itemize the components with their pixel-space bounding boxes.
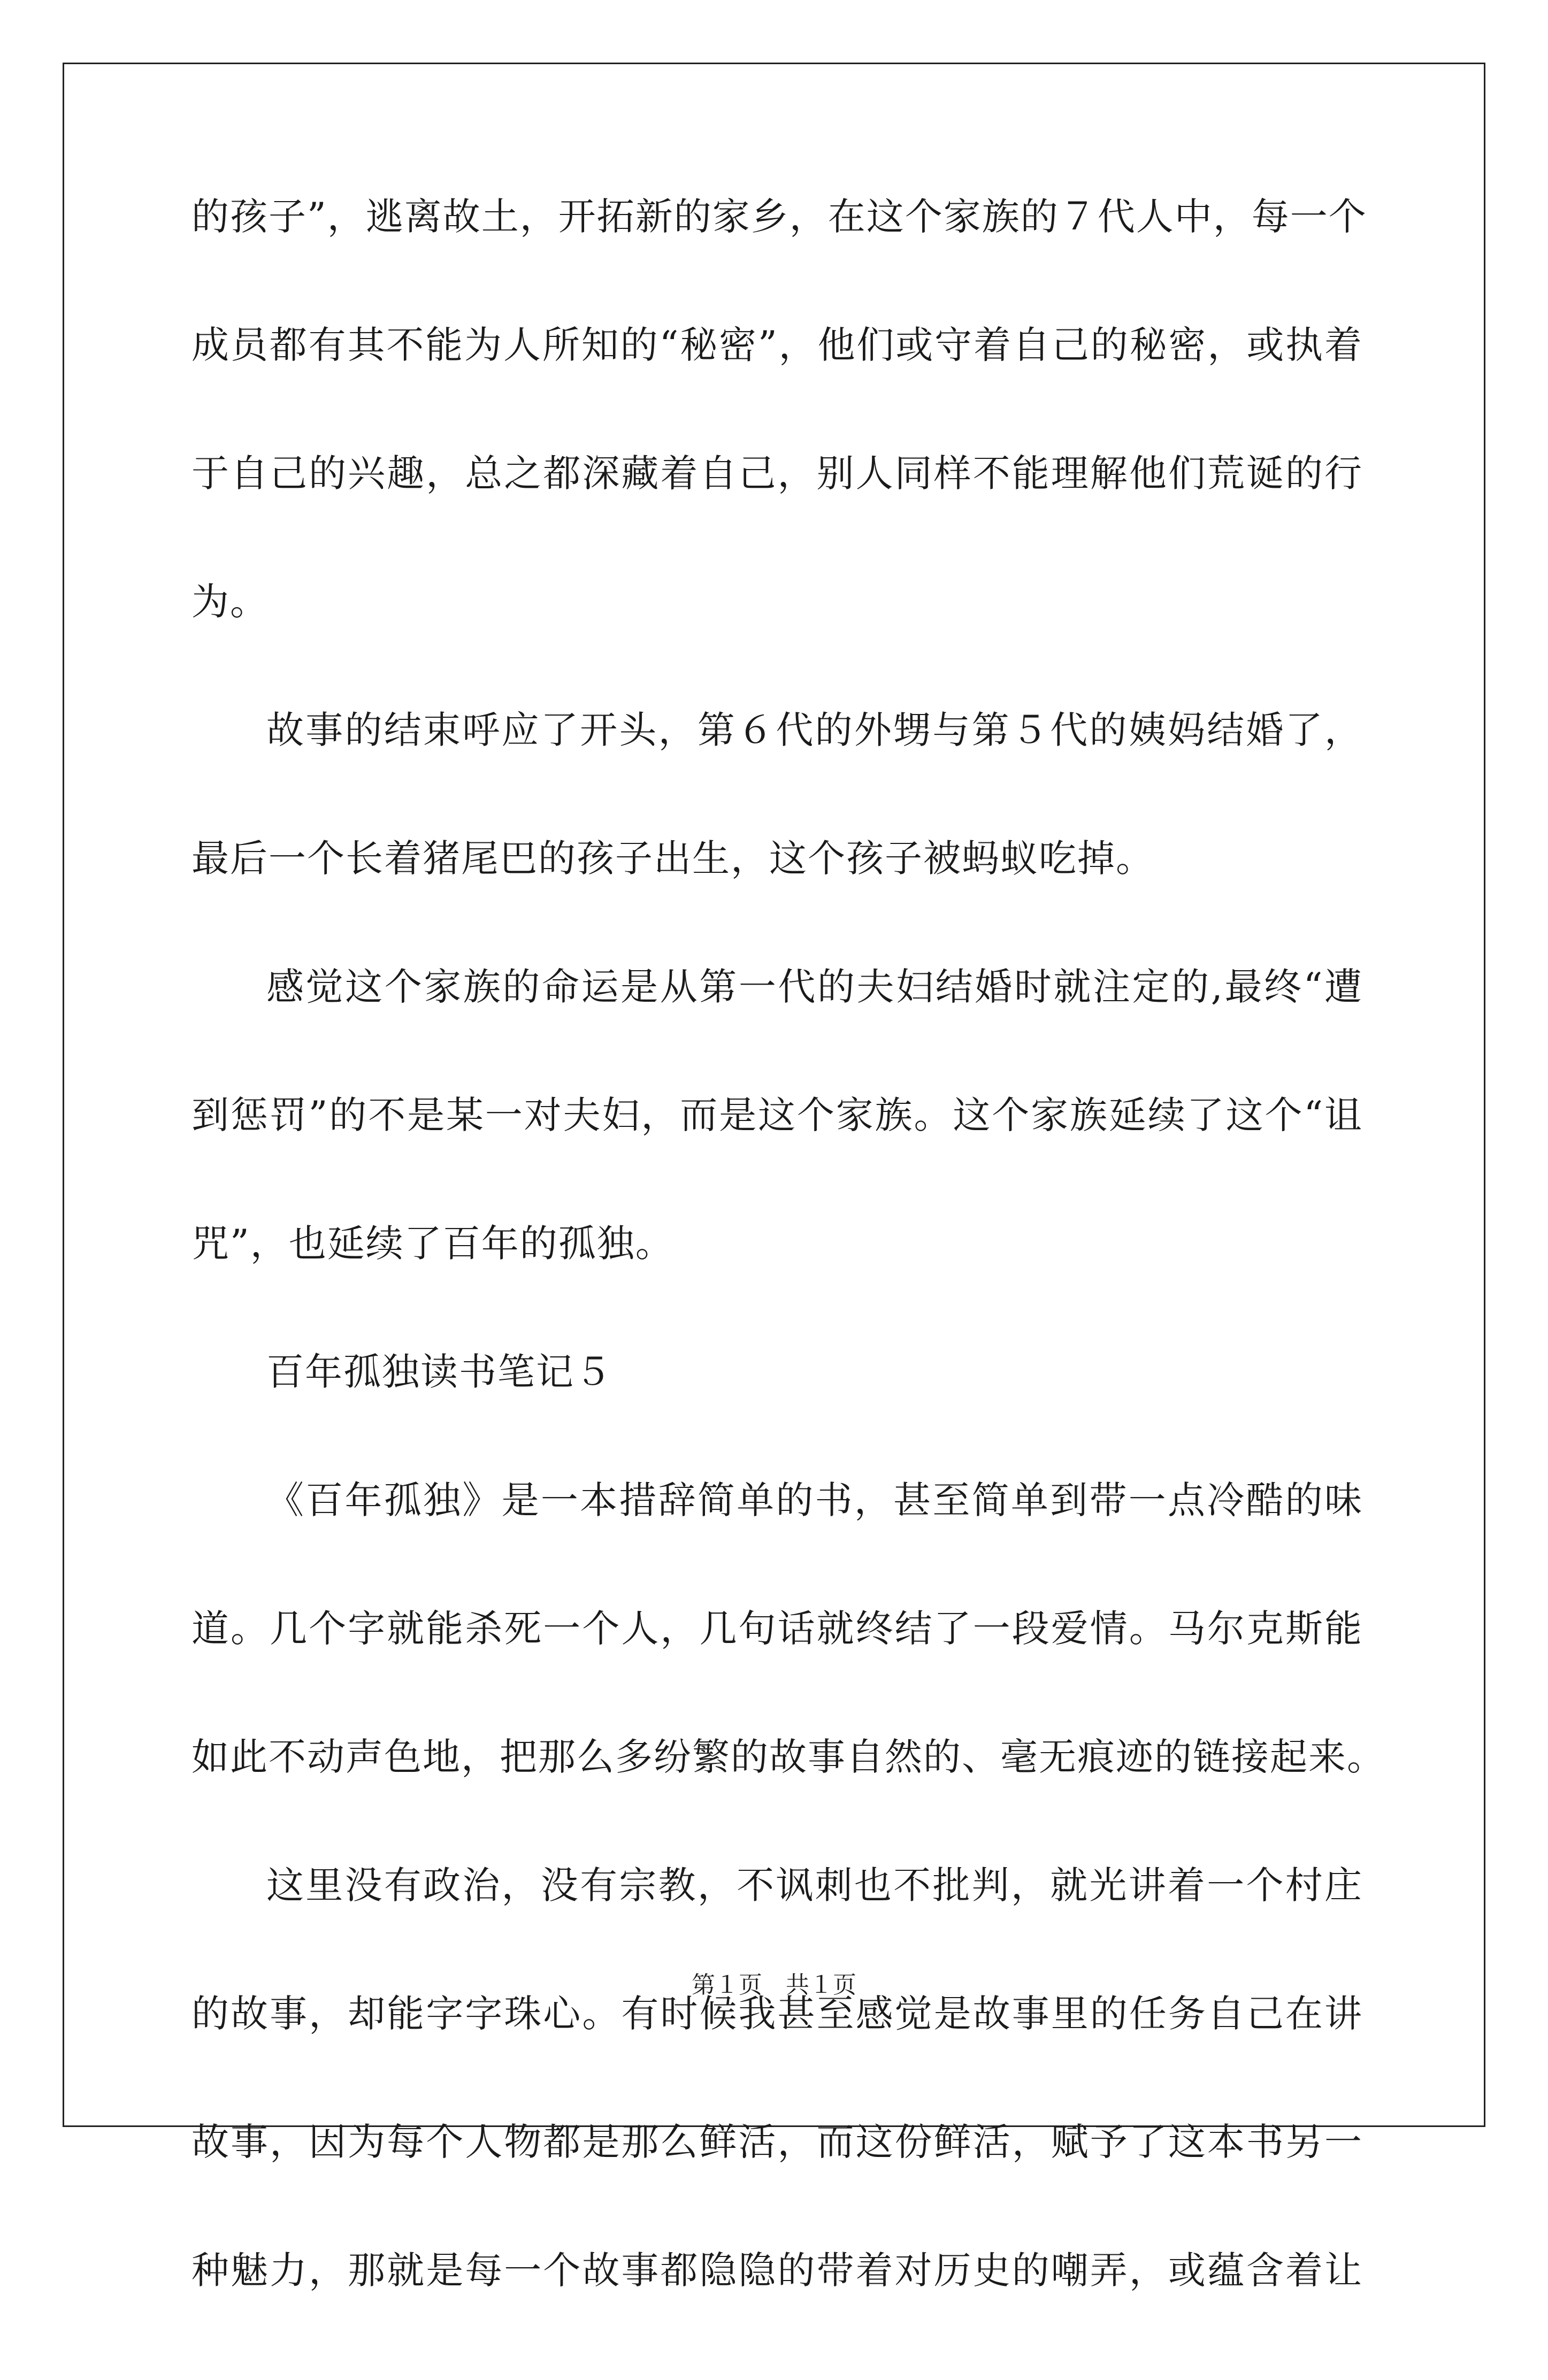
text-line: 道。几个字就能杀死一个人，几句话就终结了一段爱情。马尔克斯能 xyxy=(191,1607,1363,1650)
document-body xyxy=(191,195,1385,2380)
text-line: 《百年孤独》是一本措辞简单的书，甚至简单到带一点冷酷的味 xyxy=(266,1478,1363,1522)
text-line: 的孩子”，逃离故土，开拓新的家乡，在这个家族的７代人中，每一个 xyxy=(191,195,1367,239)
text-line: 百年孤独读书笔记５ xyxy=(266,1350,613,1394)
text-line: 故事的结束呼应了开头，第６代的外甥与第５代的姨妈结婚了， xyxy=(266,708,1363,752)
text-line: 到惩罚”的不是某一对夫妇，而是这个家族。这个家族延续了这个“诅 xyxy=(191,1093,1363,1137)
text-line: 感觉这个家族的命运是从第一代的夫妇结婚时就注定的,最终“遭 xyxy=(266,965,1363,1009)
text-line: 这里没有政治，没有宗教，不讽刺也不批判，就光讲着一个村庄 xyxy=(266,1863,1363,1907)
text-line: 如此不动声色地，把那么多纷繁的故事自然的、毫无痕迹的链接起来。 xyxy=(191,1735,1385,1779)
text-line: 故事，因为每个人物都是那么鲜活，而这份鲜活，赋予了这本书另一 xyxy=(191,2120,1363,2164)
text-line: 于自己的兴趣，总之都深藏着自己，别人同样不能理解他们荒诞的行 xyxy=(191,451,1363,495)
text-line: 咒”，也延续了百年的孤独。 xyxy=(191,1222,674,1265)
text-line: 最后一个长着猪尾巴的孩子出生，这个孩子被蚂蚁吃掉。 xyxy=(191,836,1154,880)
text-line: 种魅力，那就是每一个故事都隐隐的带着对历史的嘲弄，或蕴含着让 xyxy=(191,2248,1363,2292)
text-line: 的故事，却能字字珠心。有时候我甚至感觉是故事里的任务自己在讲 xyxy=(191,1992,1363,2036)
text-line: 为。 xyxy=(191,580,269,624)
text-line: 成员都有其不能为人所知的“秘密”，他们或守着自己的秘密，或执着 xyxy=(191,323,1363,367)
page-footer: 第１页 共１页 xyxy=(692,1971,856,1999)
